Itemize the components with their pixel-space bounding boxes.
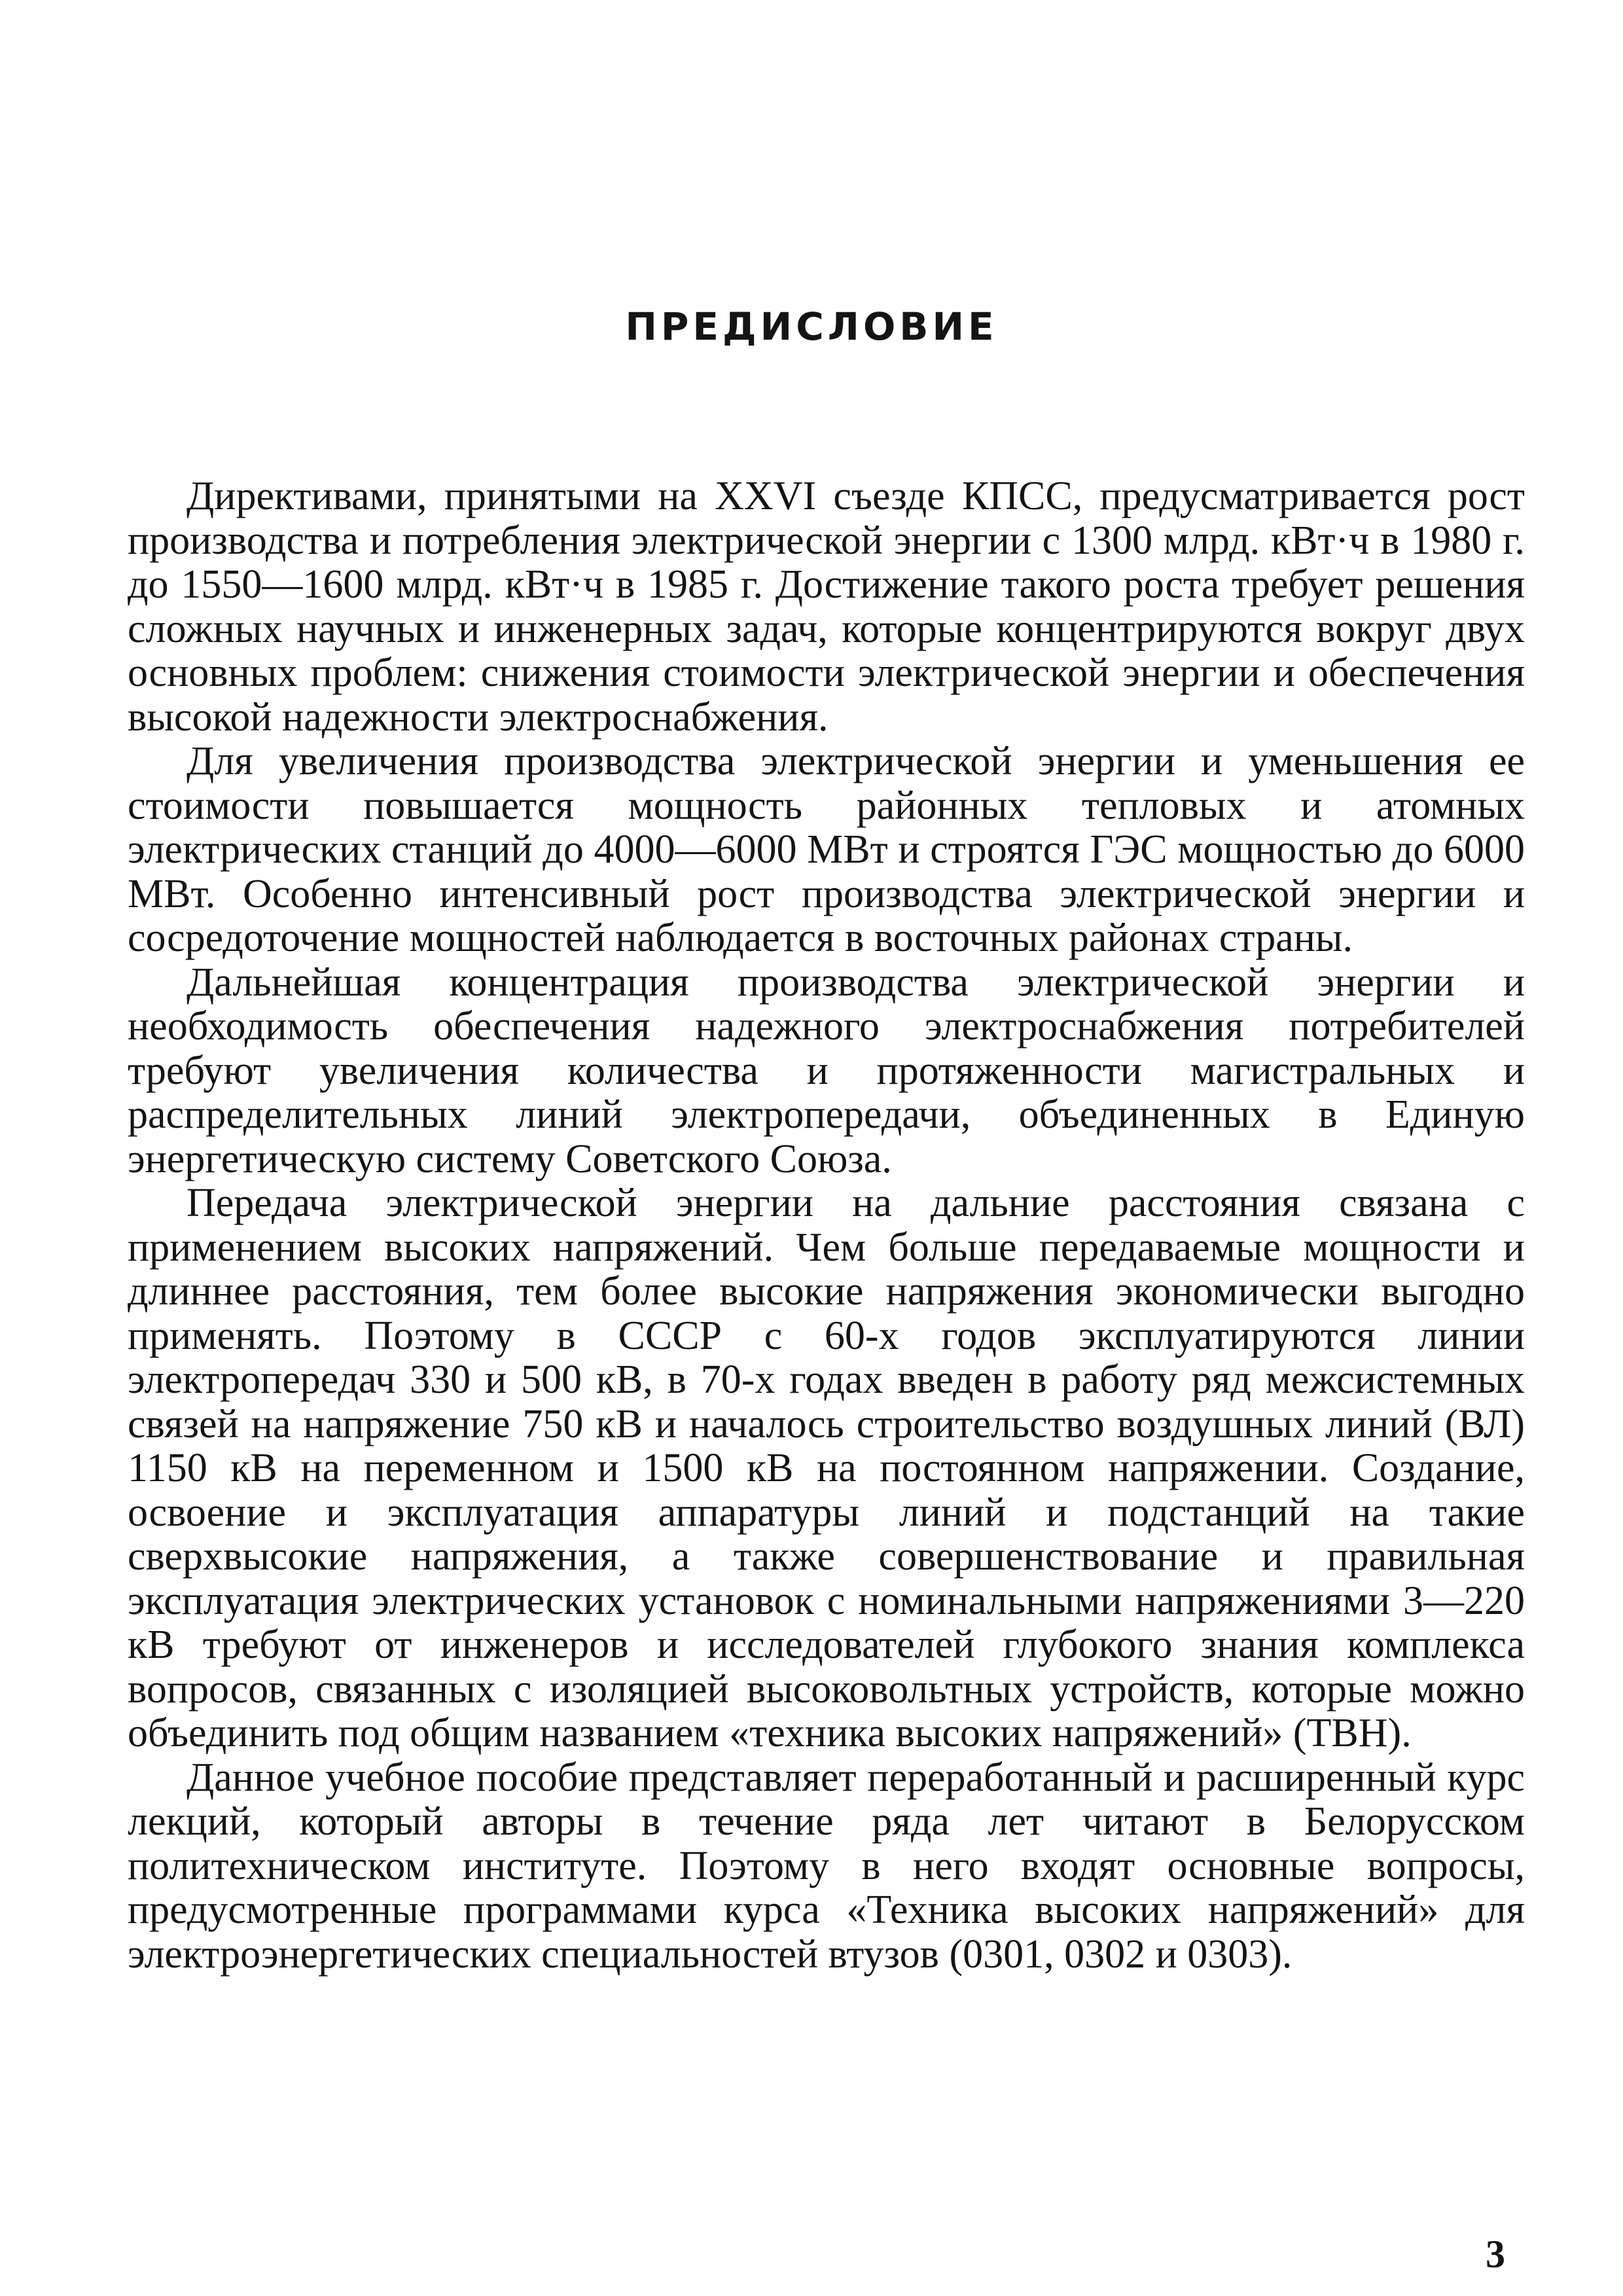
paragraph-3: Дальнейшая концентрация производства электрической энергии и необходимость обеспечения надежного электроснабжения потребителей требуют увеличения количества и протяженности магистральных и распределительных линий электропередачи, объединенных в Единую энергетическую систему Советского Союза. <box>128 960 1525 1181</box>
preface-body <box>128 475 1525 1977</box>
paragraph-1: Директивами, принятыми на XXVI съезде КПСС, предусматривается рост производства и потребления электрической энергии с 1300 млрд. кВт·ч в 1980 г. до 1550—1600 млрд. кВт·ч в 1985 г. Достижение такого роста требует решения сложных научных и инженерных задач, которые концентрируются вокруг двух основных проблем: снижения стоимости электрической энергии и обеспечения высокой надежности электроснабжения. <box>128 474 1525 740</box>
paragraph-5: Данное учебное пособие представляет переработанный и расширенный курс лекций, который авторы в течение ряда лет читают в Белорусском политехническом институте. Поэтому в него входят основные вопросы, предусмотренные программами курса «Техника высоких напряжений» для электроэнергетических специальностей втузов (0301, 0302 и 0303). <box>128 1755 1525 1977</box>
paragraph-2: Для увеличения производства электрической энергии и уменьшения ее стоимости повышается мощность районных тепловых и атомных электрических станций до 4000—6000 МВт и строятся ГЭС мощностью до 6000 МВт. Особенно интенсивный рост производства электрической энергии и сосредоточение мощностей наблюдается в восточных районах страны. <box>128 739 1525 960</box>
page-number: 3 <box>1486 2233 1505 2276</box>
paragraph-4: Передача электрической энергии на дальние расстояния связана с применением высоких напряжений. Чем больше передаваемые мощности и длиннее расстояния, тем более высокие напряжения экономически выгодно применять. Поэтому в СССР с 60-х годов эксплуатируются линии электропередач 330 и 500 кВ, в 70-х годах введен в работу ряд межсистемных связей на напряжение 750 кВ и началось строительство воздушных линий (ВЛ) 1150 кВ на переменном и 1500 кВ на постоянном напряжении. Создание, освоение и эксплуатация аппаратуры линий и подстанций на такие сверхвысокие напряжения, а также совершенствование и правильная эксплуатация электрических установок с номинальными напряжениями 3—220 кВ требуют от инженеров и исследователей глубокого знания комплекса вопросов, связанных с изоляцией высоковольтных устройств, которые можно объединить под общим названием «техника высоких напряжений» (ТВН). <box>128 1181 1525 1755</box>
page-title: ПРЕДИСЛОВИЕ <box>625 304 998 349</box>
